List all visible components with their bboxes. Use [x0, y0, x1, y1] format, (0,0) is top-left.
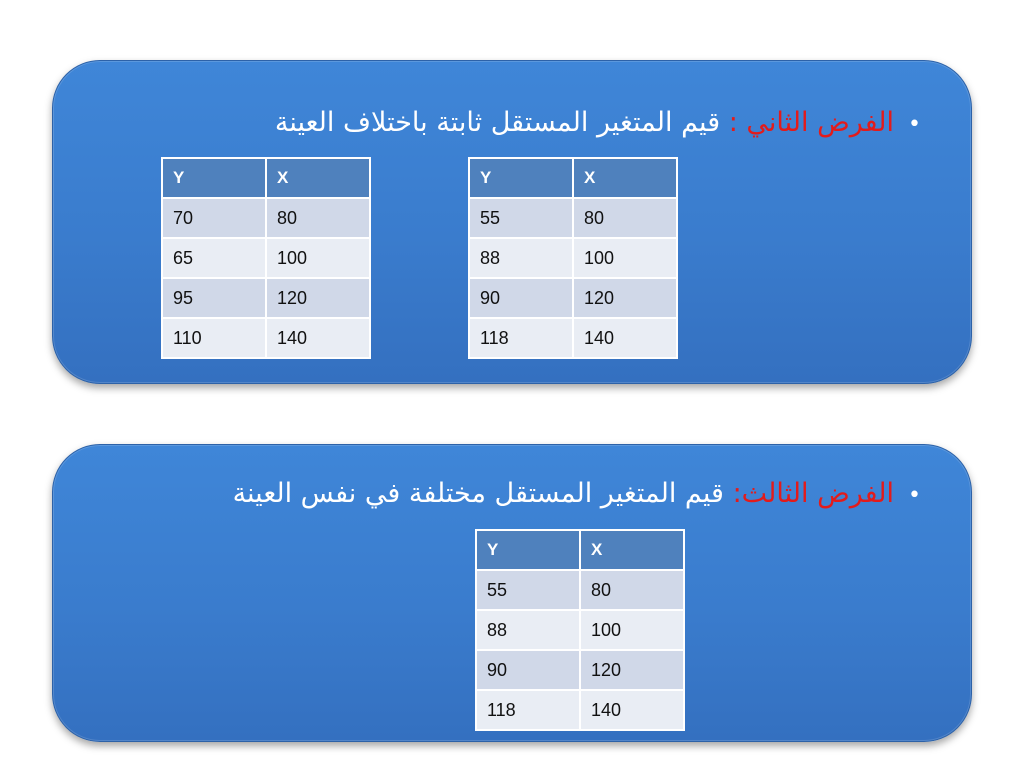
header-cell-x: X — [266, 158, 370, 198]
table-row — [469, 198, 677, 238]
table-header-row — [162, 158, 370, 198]
hypothesis-two-table-left — [161, 157, 371, 359]
table-row — [162, 318, 370, 358]
hypothesis-three-text: قيم المتغير المستقل مختلفة في نفس العينة — [232, 478, 724, 509]
table-cell: 55 — [476, 570, 580, 610]
hypothesis-three-panel — [52, 444, 972, 742]
table-row — [162, 278, 370, 318]
hypothesis-two-text: قيم المتغير المستقل ثابتة باختلاف العينة — [274, 107, 721, 138]
table-row — [469, 278, 677, 318]
table-cell: 88 — [469, 238, 573, 278]
table-cell: 88 — [476, 610, 580, 650]
table-cell: 80 — [573, 198, 677, 238]
table-cell: 118 — [469, 318, 573, 358]
header-cell-y: Y — [476, 530, 580, 570]
table-cell: 65 — [162, 238, 266, 278]
header-cell-y: Y — [162, 158, 266, 198]
table-cell: 120 — [573, 278, 677, 318]
bullet-icon: • — [908, 112, 921, 137]
table-row — [476, 610, 684, 650]
table-cell: 110 — [162, 318, 266, 358]
bullet-icon: • — [908, 483, 921, 508]
hypothesis-two-table-right — [468, 157, 678, 359]
header-cell-x: X — [573, 158, 677, 198]
hypothesis-two-panel — [52, 60, 972, 384]
table-row — [476, 650, 684, 690]
table-row — [469, 238, 677, 278]
hypothesis-two-heading — [275, 105, 921, 143]
table-cell: 70 — [162, 198, 266, 238]
hypothesis-three-table — [475, 529, 685, 731]
table-row — [476, 690, 684, 730]
table-row — [162, 198, 370, 238]
table-row — [476, 570, 684, 610]
table-row — [469, 318, 677, 358]
table-cell: 140 — [580, 690, 684, 730]
table-header-row — [476, 530, 684, 570]
table-cell: 120 — [266, 278, 370, 318]
table-cell: 80 — [266, 198, 370, 238]
hypothesis-three-label: الفرض الثالث: — [732, 478, 895, 509]
table-cell: 140 — [573, 318, 677, 358]
header-cell-x: X — [580, 530, 684, 570]
table-cell: 140 — [266, 318, 370, 358]
table-cell: 55 — [469, 198, 573, 238]
table-cell: 80 — [580, 570, 684, 610]
hypothesis-three-heading — [233, 476, 921, 514]
table-cell: 100 — [573, 238, 677, 278]
table-cell: 118 — [476, 690, 580, 730]
table-cell: 100 — [266, 238, 370, 278]
table-cell: 95 — [162, 278, 266, 318]
table-cell: 90 — [469, 278, 573, 318]
table-row — [162, 238, 370, 278]
table-cell: 120 — [580, 650, 684, 690]
header-cell-y: Y — [469, 158, 573, 198]
hypothesis-two-label: الفرض الثاني : — [728, 107, 895, 138]
table-header-row — [469, 158, 677, 198]
table-cell: 100 — [580, 610, 684, 650]
table-cell: 90 — [476, 650, 580, 690]
